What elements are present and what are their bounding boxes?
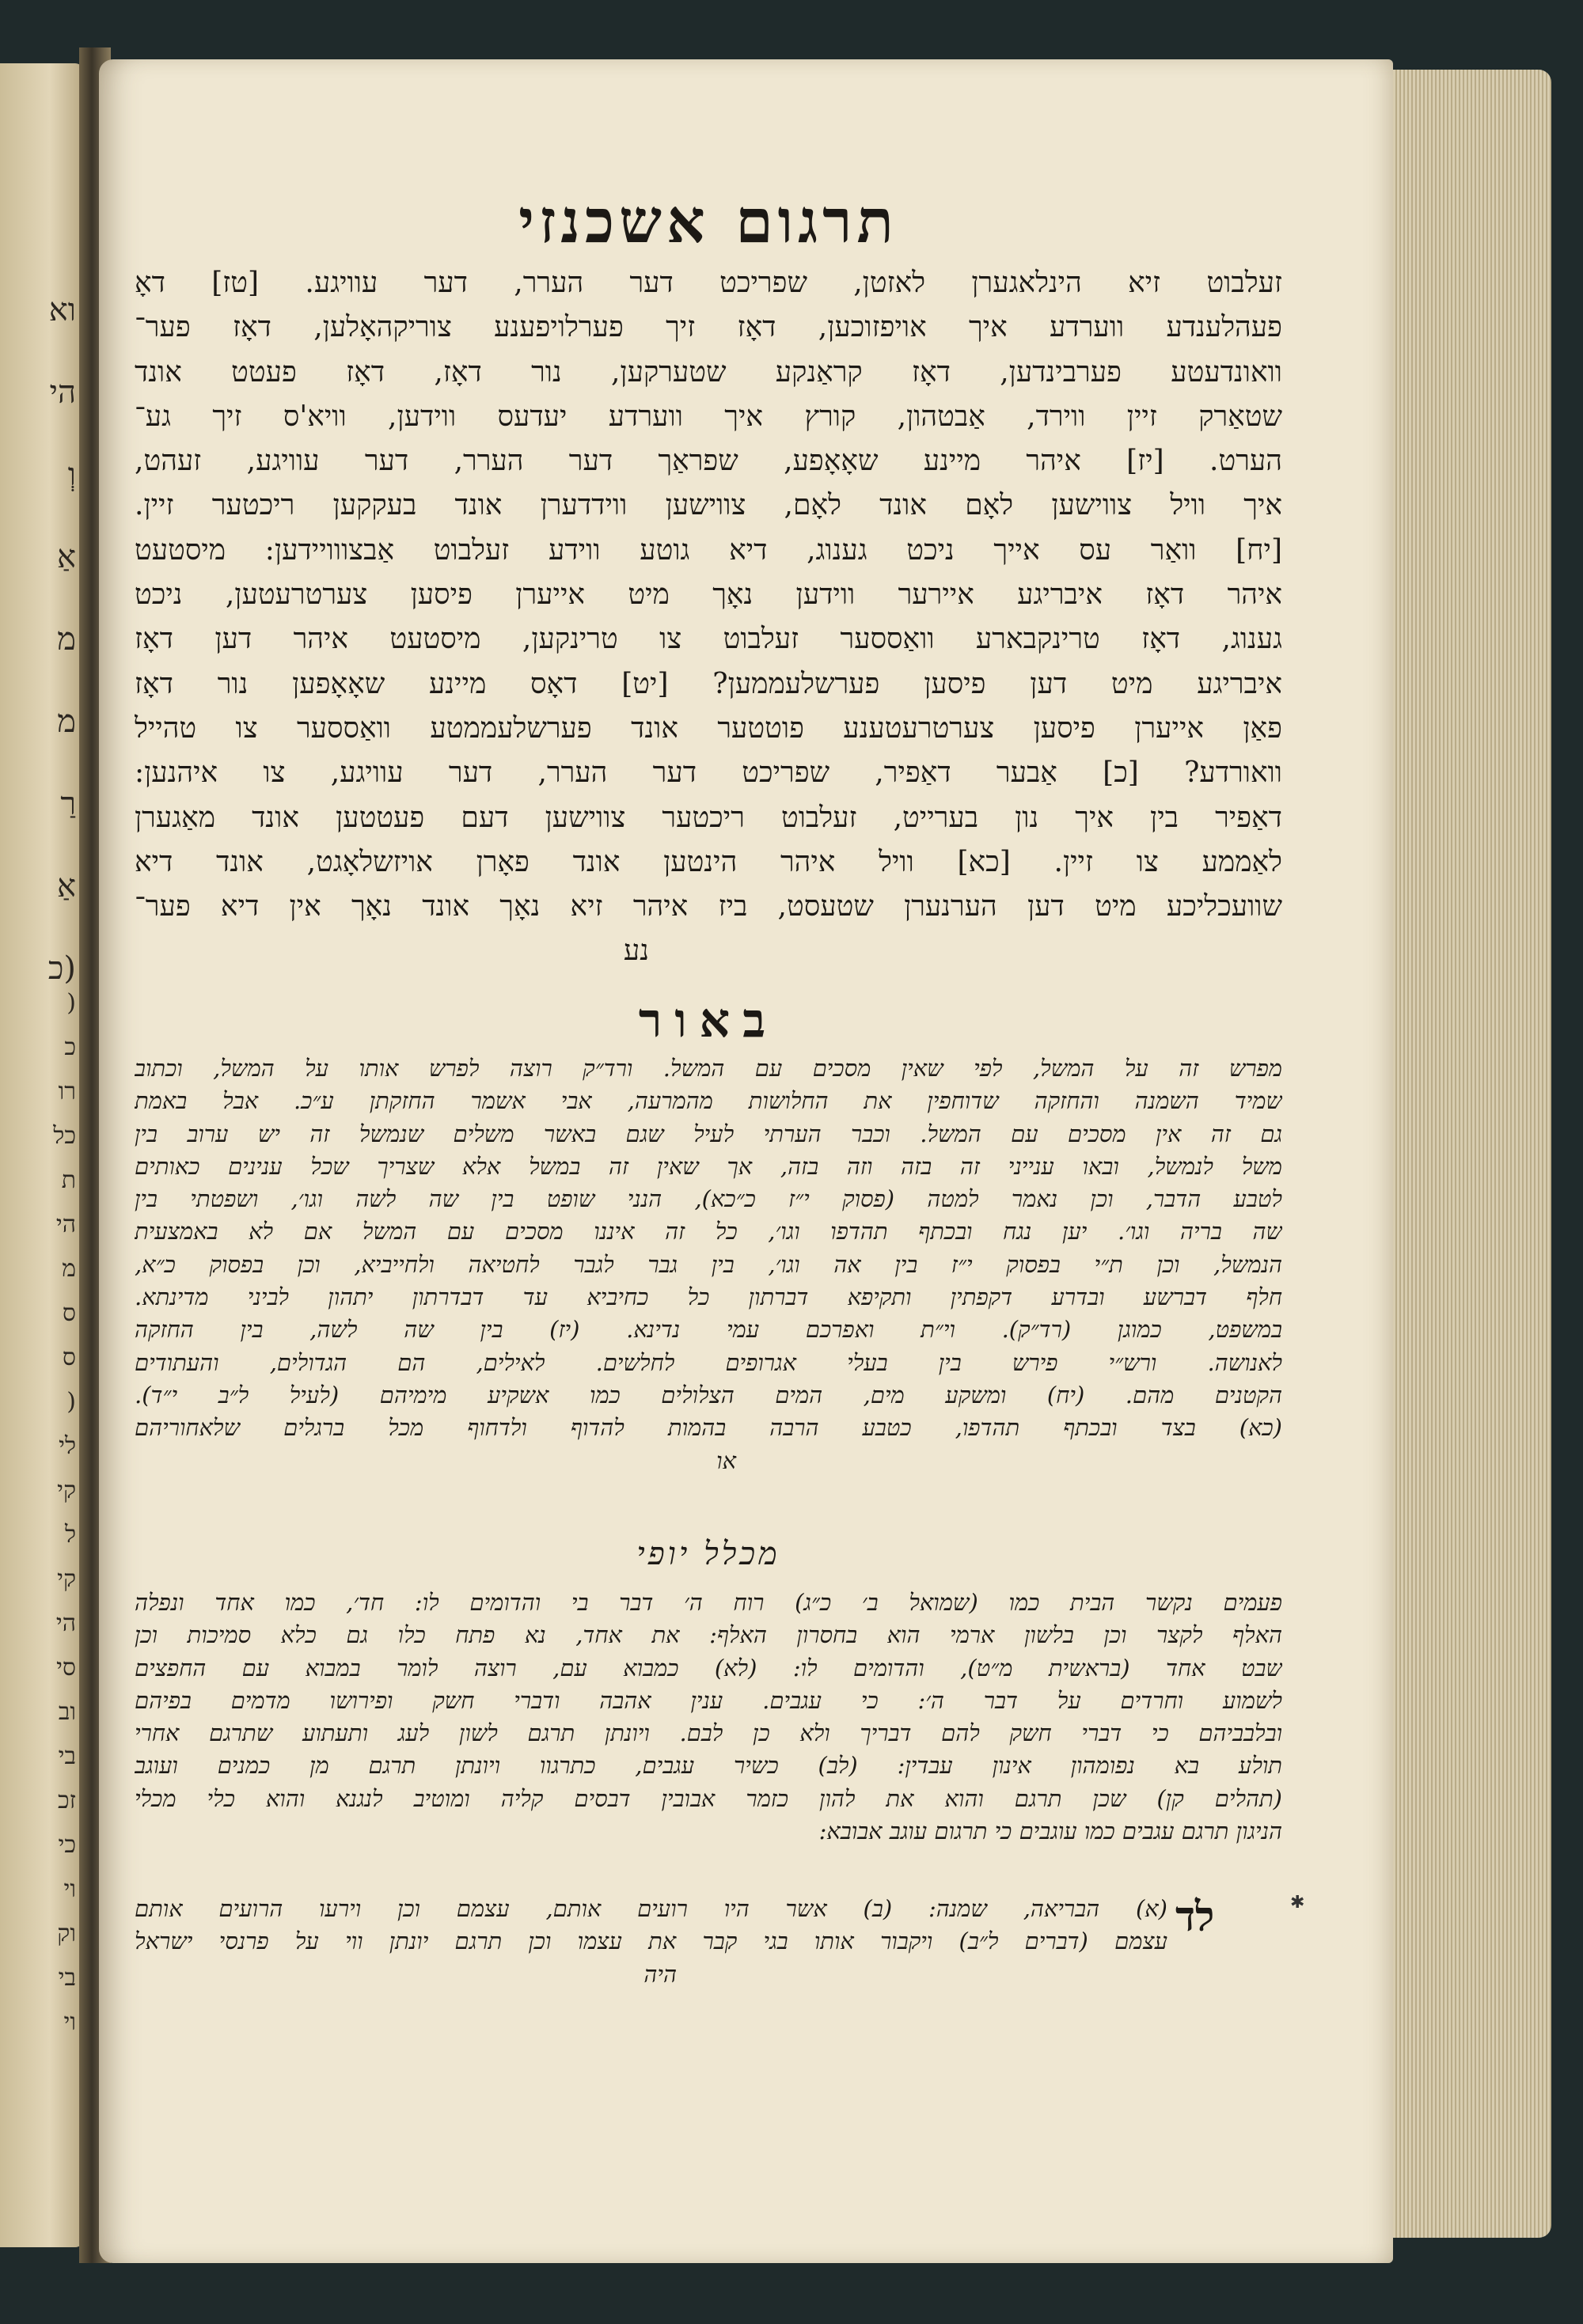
mikhlal-yofi-commentary: [135, 1587, 1282, 1848]
fragment: וא: [48, 292, 76, 328]
text-line: גענוג, דאָז טרינקבארע וואַססער זעלבוט צו טרינקען, מיסטעט איהר דען דאָז: [135, 623, 1282, 656]
fragment: וי: [63, 1875, 76, 1903]
previous-page: [0, 63, 83, 2247]
text-line: הערט. [יז] איהר מיינע שאָאָפע, שפראַך דער הערר, דער עוויגע, זעהט,: [135, 445, 1282, 478]
fragment: כי: [58, 1831, 76, 1859]
fragment: בי: [58, 1742, 76, 1770]
fragment: רַ: [60, 786, 76, 822]
fragment: כ: [64, 1033, 76, 1061]
chapter-commentary: [135, 1893, 1167, 1991]
mikhlal-yofi-heading: מכלל יופי: [636, 1536, 780, 1572]
text-line: איהר דאָז איבריגע איירער ווידען נאָך מיט אייערן פיסען צערטרעטען, ניכט: [135, 578, 1282, 612]
commentary-line: שמיד השמנה והחזקה שדוחפין את החלושות מהמרעה, אבי אשמר החזקתן ע״כ. אבל באמת: [135, 1087, 1282, 1115]
commentary-line: במשפט, כמוגן (רד״ק). וי״ת ואפרכם עמי נדינא. (יז) בין שה לשה, בין החזקה: [135, 1316, 1282, 1344]
text-line-catchword: נע: [623, 935, 649, 968]
fragment: רו: [58, 1078, 76, 1105]
fragment: לי: [59, 1432, 76, 1460]
biur-heading: באור: [638, 993, 779, 1048]
fragment: ת: [61, 1166, 76, 1194]
fragment: וְ: [67, 457, 76, 493]
commentary-line: ובלבביהם כי דברי חשק להם דבריך ולא כן לבם. ויונתן תרגם לשון לעג ותעתוע שתרגם אחרי: [135, 1719, 1282, 1747]
fragment: אַ: [56, 868, 76, 904]
fragment: ל: [64, 1521, 76, 1549]
commentary-line: גם זה אין מסכים עם המשל. וכבר הערתי לעיל שגם באשר משלים שנמשל זה יש ערוב בין: [135, 1120, 1282, 1147]
fragment: קי: [57, 1565, 76, 1593]
commentary-line: האלף לקצר וכן בלשון ארמי הוא בחסרון האלף: את אחד, נא פתח כלו גם כלא סמיכות וכן: [135, 1621, 1282, 1649]
fragment: וב: [58, 1698, 76, 1726]
commentary-line: הנמשל, וכן ת״י בפסוק י״ז בין אה וגו׳, בין גבר לגבר לחטיאה ולחייביא, וכן בפסוק כ״א,: [135, 1250, 1282, 1278]
fragment: אַ: [56, 539, 76, 575]
commentary-line: עצמם (דברים ל״ב) ויקבור אותו בגי קבר את עצמו וכן תרגם יונתן ווי על פרנסי ישראל: [135, 1928, 1167, 1955]
fragment: בי: [58, 1964, 76, 1992]
text-line: איבריגע מיט דען פיסען פערשלעממען? [יט] דאָס מיינע שאָאָפען נור דאָז: [135, 667, 1282, 700]
text-line: פאַן אייערן פיסען צערטרעטענע פוטטער אונד פערשלעממטע וואַססער צו טהייל: [135, 711, 1282, 745]
commentary-line: הניגון תרגם עגבים כמו עוגבים כי תרגום עוגב אבובא:: [818, 1818, 1282, 1845]
commentary-line: (כא) בצד ובכתף תהדפו, כטבע הרבה בהמות להדוף ולדחוף מכל ברגלים שלאחוריהם: [135, 1414, 1282, 1442]
translation-text: [135, 261, 1282, 974]
fragment: וק: [57, 1920, 76, 1947]
commentary-line: שה בריה וגו׳. יען נגח ובכתף תהדפו וגו׳, כל זה איננו מסכים עם המשל אם לא באמצעית: [135, 1218, 1282, 1245]
commentary-line: שבט אחד (בראשית מ״ט), והדומים לו: (לא) כמבוא עם, רוצה לומר במבוא עם החפצים: [135, 1654, 1282, 1681]
commentary-line: פעמים נקשר הבית כמו (שמואל ב׳ כ״ג) רוח ה׳ דבר בי והדומים לו: חד׳, כמו אחד ונפלה: [135, 1589, 1282, 1616]
fragment: מ: [57, 621, 76, 658]
previous-page-fragments-lower: [5, 989, 76, 2053]
commentary-line: מפרש זה על המשל, לפי שאין מסכים עם המשל. ורד״ק רוצה לפרש אותו על המשל, וכתוב: [135, 1055, 1282, 1082]
text-line: וואונדעטע פערבינדען, דאָז קראַנקע שטערקען, נור דאָז, דאָז פעטט אונד: [135, 355, 1282, 389]
commentary-line: חלף דברשע ובדרע דקפתין ותקיפא דברתון כל כחיביא עד דבדרתון יתהון לביני מדינתא.: [135, 1283, 1282, 1311]
fragment: הי: [49, 374, 76, 411]
previous-page-fragments: [5, 269, 76, 1010]
text-line: שוועכליכע מיט דען הערנערן שטעסט, ביז איהר זיא נאָך אונד נאָך אין דיא פער־: [135, 890, 1282, 923]
text-line: איך וויל צווישען לאָם אונד לאָם, צווישען ווידדערן אונד בעקקען ריכטער זיין.: [135, 489, 1282, 522]
commentary-line: הקטנים מהם. (יח) ומשקע מים, המים הצלולים כמו אשקיע מימיהם (לעיל ל״ב י״ד).: [135, 1381, 1282, 1408]
text-line: זעלבוט זיא הינלאגערן לאזטן, שפריכט דער הערר, דער עוויגע. [טז] דאָ: [135, 267, 1282, 299]
asterisk-mark: ✱: [1290, 1893, 1305, 1913]
commentary-line: לשמוע וחרדים על דבר ה׳: כי עגבים. ענין אהבה ודברי חשק ופירושו מדמים בפיהם: [135, 1686, 1282, 1714]
commentary-line: לאנושה. ורש״י פירש בין בעלי אגרופים לחלשים. לאילים, הם הגדולים, והעתודים: [135, 1348, 1282, 1376]
fragment: מ: [57, 703, 76, 740]
chapter-number: לד: [1175, 1893, 1215, 1941]
fragment: ס: [62, 1344, 76, 1371]
fragment: כל: [53, 1122, 76, 1150]
fragment: ס: [62, 1299, 76, 1327]
fragment: קי: [57, 1477, 76, 1504]
fragment: מ: [62, 1255, 76, 1283]
text-line: וואורדע? [כ] אַבער דאַפיר, שפריכט דער הערר, דער עוויגע, צו איהנען:: [135, 756, 1282, 790]
fragment: הי: [55, 1211, 76, 1238]
biur-commentary: [135, 1052, 1282, 1477]
fragment: וי: [63, 2008, 76, 2036]
commentary-line: (תהלים קן) שכן תרגם והוא את להון כזמר אבובין דבסים קליה ומוטיב לנגנא והוא כלי מכלי: [135, 1784, 1282, 1812]
page-title: תרגום אשכנזי: [518, 186, 898, 256]
fragment: זכ: [57, 1787, 76, 1814]
commentary-line: לטבע הדבר, וכן נאמר למטה (פסוק י״ז כ״כא), הנני שופט בין שה לשה וגו׳, ושפטתי בין: [135, 1185, 1282, 1213]
text-line: פעהלענדע ווערדע איך אויפזוכען, דאָז זיך פערלויפענע צוריקהאָלען, דאָז פער־: [135, 311, 1282, 344]
fragment: (: [66, 1388, 76, 1416]
commentary-line: תולע בא נפומהון אינון עבדין: (לב) כשיר עגבים, כתרגוו ויונתן תרגם מן כמנים ועוגב: [135, 1752, 1282, 1780]
commentary-line: משל לנמשל, ובאו ענייני זה בזה וזה בזה, אך שאין זה במשל אלא שצריך שכל ענינים כאותים: [135, 1152, 1282, 1180]
fragment: (: [66, 989, 76, 1017]
text-line: [יח] וואַר עס אייך ניכט גענוג, דיא גוטע ווידע זעלבוט אַבצווויידען: מיסטעט: [135, 533, 1282, 567]
text-line: דאַפיר בין איך נון בערייט, זעלבוט ריכטער צווישען דעם פעטטען אונד מאַגערן: [135, 801, 1282, 834]
commentary-catchword: היה: [643, 1960, 677, 1988]
page-stack: [1377, 70, 1551, 2238]
fragment: סי: [56, 1654, 76, 1681]
text-line: שטאַרק זיין ווירד, אַבטהון, קורץ איך ווערדע יעדעס ווידען, וויא'ס זיך גע־: [135, 400, 1282, 433]
fragment: הי: [55, 1609, 76, 1637]
text-line: לאַממע צו זיין. [כא] וויל איהר הינטען אונד פאָרן אויזשלאָגט, אונד דיא: [135, 845, 1282, 878]
fragment: (כ: [47, 950, 76, 987]
commentary-line: (א) הבריאה, שמנה: (ב) אשר היו רועים אותם, עצמם וכן וירעו הרועים אותם: [135, 1895, 1167, 1922]
commentary-catchword: או: [716, 1446, 736, 1474]
